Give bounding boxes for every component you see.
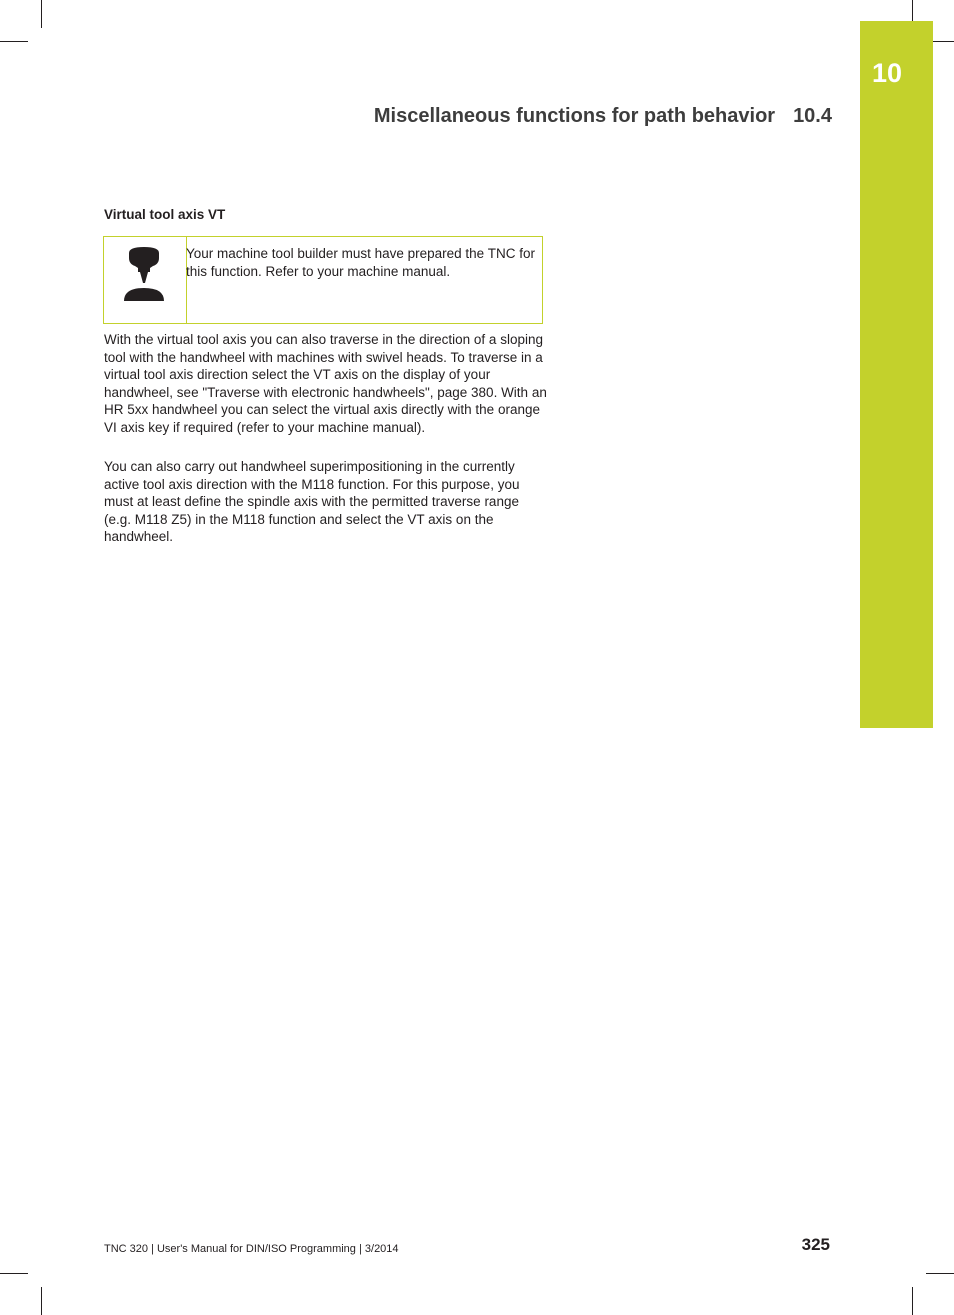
section-heading: Virtual tool axis VT xyxy=(104,207,226,222)
chapter-number: 10 xyxy=(872,58,903,88)
header-section-number: 10.4 xyxy=(793,105,832,127)
crop-mark xyxy=(0,41,28,42)
page-number: 325 xyxy=(801,1235,830,1254)
footer-text: TNC 320 | User's Manual for DIN/ISO Programming | 3/2014 xyxy=(104,1243,399,1255)
running-header xyxy=(374,103,832,129)
machine-tool-builder-icon xyxy=(122,247,166,303)
note-text: Your machine tool builder must have prepared the TNC for this function. Refer to your machine manual. xyxy=(186,246,535,279)
crop-mark xyxy=(926,1273,954,1274)
header-title: Miscellaneous functions for path behavior xyxy=(373,105,776,127)
crop-mark xyxy=(912,1287,913,1315)
paragraph: With the virtual tool axis you can also traverse in the direction of a sloping tool with the handwheel with machines with swivel heads. To traverse in a virtual tool axis direction select the VT axis on the display of your handwheel, see "Traverse with electronic handwheels", page 380. With an HR 5xx handwheel you can select the virtual axis directly with the orange VI axis key if required (refer to your machine manual). xyxy=(104,332,547,435)
paragraph: You can also carry out handwheel superimpositioning in the currently active tool axis direction with the M118 function. For this purpose, you must at least define the spindle axis with the permitted traverse range (e.g. M118 Z5) in the M118 function and select the VT axis on the handwheel. xyxy=(104,459,520,544)
note-box xyxy=(103,236,543,324)
crop-mark xyxy=(0,1273,28,1274)
chapter-tab xyxy=(860,21,933,728)
crop-mark xyxy=(41,1287,42,1315)
crop-mark xyxy=(41,0,42,28)
